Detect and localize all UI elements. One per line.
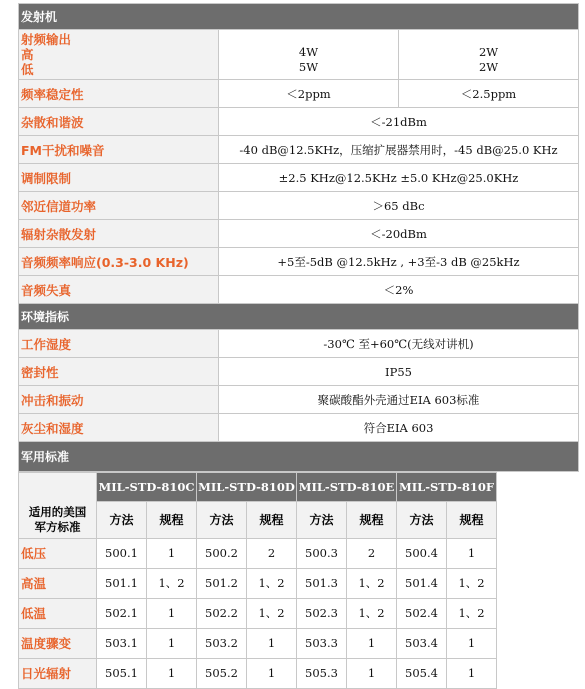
fm-noise-label: FM干扰和噪音 <box>19 136 219 164</box>
rf-output-high-2: 2W <box>478 44 499 59</box>
spurious-harmonics-label: 杂散和谐波 <box>19 108 219 136</box>
spurious-harmonics-value: ＜-21dBm <box>219 108 579 136</box>
procedure-header: 规程 <box>347 502 397 539</box>
audio-response-value: +5至-5dB @12.5kHz , +3至-3 dB @25kHz <box>219 248 579 276</box>
solar-radiation-label: 日光辐射 <box>19 658 97 688</box>
procedure-cell: 1、2 <box>247 568 297 598</box>
procedure-cell: 1 <box>247 658 297 688</box>
table-row <box>19 658 497 688</box>
audio-distortion-value: ＜2% <box>219 276 579 304</box>
frequency-stability-label: 频率稳定性 <box>19 80 219 108</box>
procedure-cell: 1 <box>347 628 397 658</box>
method-cell: 502.4 <box>397 598 447 628</box>
method-cell: 503.3 <box>297 628 347 658</box>
low-pressure-label: 低压 <box>19 538 97 568</box>
dust-humidity-value: 符合EIA 603 <box>219 414 579 442</box>
procedure-cell: 1、2 <box>247 598 297 628</box>
method-cell: 500.3 <box>297 538 347 568</box>
modulation-limit-label: 调制限制 <box>19 164 219 192</box>
standard-810e: MIL-STD-810E <box>297 473 397 502</box>
procedure-header: 规程 <box>147 502 197 539</box>
rf-output-low-2: 2W <box>478 59 499 74</box>
temperature-shock-label: 温度骤变 <box>19 628 97 658</box>
rf-output-col2 <box>399 30 579 80</box>
method-header: 方法 <box>97 502 147 539</box>
procedure-cell: 1 <box>247 628 297 658</box>
military-rows <box>19 538 497 688</box>
method-cell: 503.2 <box>197 628 247 658</box>
sealing-value: IP55 <box>219 358 579 386</box>
procedure-cell: 1、2 <box>347 568 397 598</box>
method-cell: 505.3 <box>297 658 347 688</box>
method-header: 方法 <box>197 502 247 539</box>
low-temperature-label: 低温 <box>19 598 97 628</box>
procedure-cell: 1 <box>347 658 397 688</box>
procedure-cell: 1 <box>447 628 497 658</box>
sealing-label: 密封性 <box>19 358 219 386</box>
procedure-cell: 1、2 <box>147 568 197 598</box>
adjacent-channel-power-label: 邻近信道功率 <box>19 192 219 220</box>
procedure-cell: 1、2 <box>347 598 397 628</box>
audio-response-label: 音频频率响应(0.3-3.0 KHz) <box>19 248 219 276</box>
procedure-cell: 2 <box>247 538 297 568</box>
method-cell: 500.1 <box>97 538 147 568</box>
method-cell: 501.3 <box>297 568 347 598</box>
radiated-spurious-label: 辐射杂散发射 <box>19 220 219 248</box>
standard-810c: MIL-STD-810C <box>97 473 197 502</box>
procedure-cell: 1 <box>147 658 197 688</box>
procedure-cell: 2 <box>347 538 397 568</box>
procedure-cell: 1 <box>447 538 497 568</box>
us-military-standard-line: 军方标准 <box>34 519 81 534</box>
dust-humidity-label: 灰尘和湿度 <box>19 414 219 442</box>
method-header: 方法 <box>297 502 347 539</box>
military-section-title: 军用标准 <box>19 442 579 472</box>
shock-vibration-value: 聚碳酸酯外壳通过EIA 603标准 <box>219 386 579 414</box>
standard-810d: MIL-STD-810D <box>197 473 297 502</box>
method-cell: 505.1 <box>97 658 147 688</box>
procedure-cell: 1 <box>147 598 197 628</box>
high-temperature-label: 高温 <box>19 568 97 598</box>
us-military-standard-line: 适用的美国 <box>28 504 87 519</box>
method-cell: 500.2 <box>197 538 247 568</box>
method-cell: 500.4 <box>397 538 447 568</box>
rf-output-col1 <box>219 30 399 80</box>
rf-output-label-line: 低 <box>21 62 34 77</box>
method-cell: 501.2 <box>197 568 247 598</box>
frequency-stability-value-2: ＜2.5ppm <box>399 80 579 108</box>
audio-distortion-label: 音频失真 <box>19 276 219 304</box>
frequency-stability-value-1: ＜2ppm <box>219 80 399 108</box>
us-military-standard-label <box>19 502 97 539</box>
operating-temp-value: -30℃ 至+60℃(无线对讲机) <box>219 330 579 358</box>
procedure-header: 规程 <box>447 502 497 539</box>
environment-section-title: 环境指标 <box>19 304 579 330</box>
method-cell: 505.4 <box>397 658 447 688</box>
method-cell: 503.4 <box>397 628 447 658</box>
procedure-cell: 1 <box>147 628 197 658</box>
radiated-spurious-value: ＜-20dBm <box>219 220 579 248</box>
method-cell: 502.3 <box>297 598 347 628</box>
procedure-cell: 1 <box>447 658 497 688</box>
fm-noise-value: -40 dB@12.5KHz，压缩扩展器禁用时，-45 dB@25.0 KHz <box>219 136 579 164</box>
shock-vibration-label: 冲击和振动 <box>19 386 219 414</box>
table-row <box>19 628 497 658</box>
table-row <box>19 538 497 568</box>
rf-output-high-1: 4W <box>298 44 319 59</box>
modulation-limit-value: ±2.5 KHz@12.5KHz ±5.0 KHz@25.0KHz <box>219 164 579 192</box>
method-cell: 501.4 <box>397 568 447 598</box>
method-cell: 502.2 <box>197 598 247 628</box>
procedure-cell: 1、2 <box>447 568 497 598</box>
operating-temp-label: 工作湿度 <box>19 330 219 358</box>
method-cell: 505.2 <box>197 658 247 688</box>
method-header: 方法 <box>397 502 447 539</box>
adjacent-channel-power-value: ＞65 dBc <box>219 192 579 220</box>
rf-output-label-line: 射频输出 <box>21 32 72 47</box>
method-cell: 502.1 <box>97 598 147 628</box>
rf-output-label-line: 高 <box>21 47 34 62</box>
military-table <box>18 472 497 689</box>
standards-corner <box>19 473 97 502</box>
standard-810f: MIL-STD-810F <box>397 473 497 502</box>
spec-sheet <box>18 3 578 689</box>
transmitter-table <box>18 3 579 472</box>
procedure-cell: 1、2 <box>447 598 497 628</box>
procedure-header: 规程 <box>247 502 297 539</box>
rf-output-low-1: 5W <box>298 59 319 74</box>
table-row <box>19 568 497 598</box>
method-cell: 503.1 <box>97 628 147 658</box>
method-cell: 501.1 <box>97 568 147 598</box>
transmitter-section-title: 发射机 <box>19 4 579 30</box>
rf-output-label <box>19 30 219 80</box>
table-row <box>19 598 497 628</box>
procedure-cell: 1 <box>147 538 197 568</box>
